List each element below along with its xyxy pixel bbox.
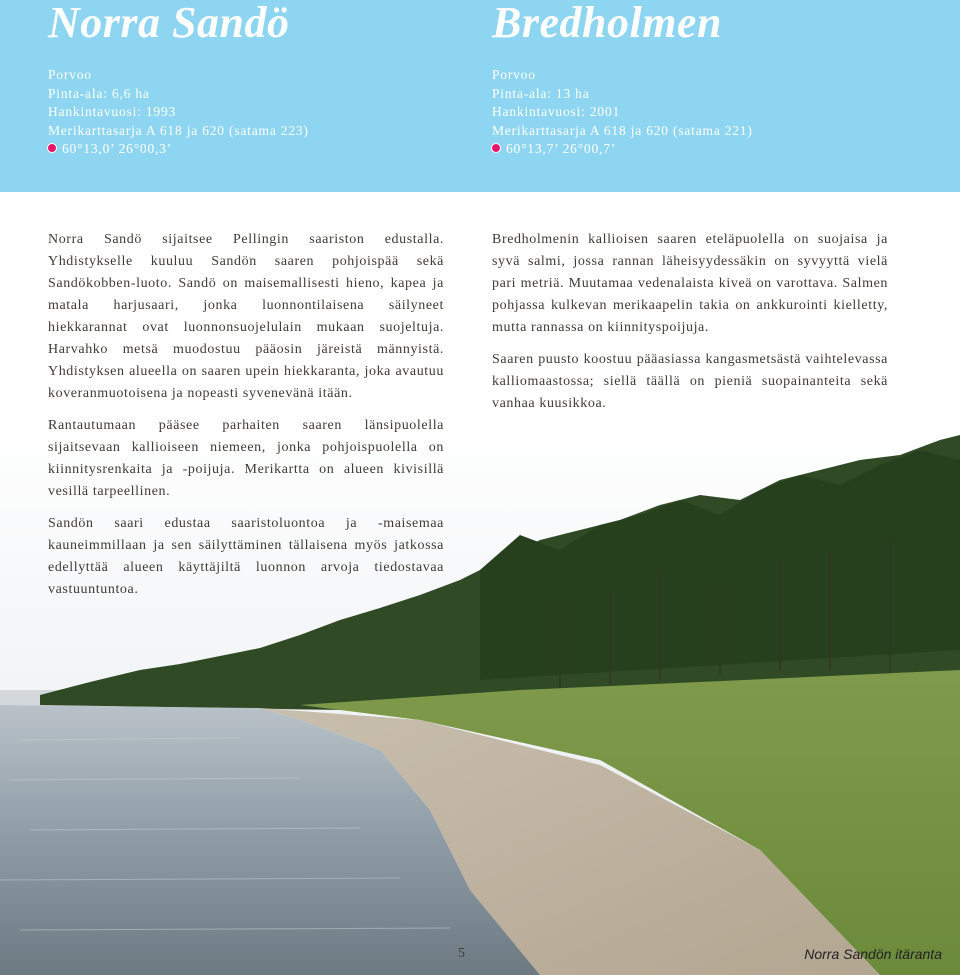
- location-marker-icon: [492, 144, 500, 152]
- island-title: Bredholmen: [492, 0, 722, 47]
- meta-coordinates: [492, 140, 753, 159]
- meta-location: Porvoo: [492, 67, 536, 82]
- paragraph: Bredholmenin kallioisen saaren eteläpuolella on suojaisa ja syvä salmi, jossa rannan läheisyydessäkin on syvyyttä vielä pari metriä. Muutamaa vedenalaista kiveä on varottava. Salmen pohjassa kulkevan merikaapelin takia on ankkurointi kielletty, mutta rannassa on kiinnityspoijuja.: [492, 232, 888, 335]
- meta-area: Pinta-ala: 6,6 ha: [48, 85, 150, 101]
- coordinates-text: 60°13,7’ 26°00,7’: [506, 141, 617, 156]
- meta-chart: Merikarttasarja A 618 ja 620 (satama 221): [492, 122, 753, 138]
- paragraph: Sandön saari edustaa saaristoluontoa ja -maisemaa kauneimmillaan ja sen säilyttäminen tällaisena myös jatkossa edellyttää alueen käyttäjiltä luonnon arvoja tiedostavaa vastuuntuntoa.: [48, 516, 444, 597]
- paragraph: Saaren puusto koostuu pääasiassa kangasmetsästä vaihtelevassa kalliomaastossa; siellä täällä on pieniä suopainanteita sekä vanhaa kuusikkoa.: [492, 352, 888, 411]
- meta-area: Pinta-ala: 13 ha: [492, 85, 590, 101]
- right-header: [492, 0, 753, 159]
- meta-acquired: Hankintavuosi: 2001: [492, 104, 621, 119]
- left-body-text: [48, 229, 444, 611]
- location-marker-icon: [48, 144, 56, 152]
- meta-chart: Merikarttasarja A 618 ja 620 (satama 223): [48, 122, 309, 138]
- photo-caption: Norra Sandön itäranta: [804, 946, 942, 962]
- meta-coordinates: [48, 140, 309, 159]
- paragraph: Rantautumaan pääsee parhaiten saaren länsipuolella sijaitsevaan kallioiseen niemeen, jonka pohjoispuolella on kiinnitysrenkaita ja -poijuja. Merikartta on alueen kivisillä vesillä tarpeellinen.: [48, 418, 444, 499]
- left-header: [48, 0, 309, 159]
- island-title: Norra Sandö: [48, 0, 290, 47]
- paragraph: Norra Sandö sijaitsee Pellingin saariston edustalla. Yhdistykselle kuuluu Sandön saaren pohjoispää sekä Sandökobben-luoto. Sandö on maisemallisesti hieno, kapea ja matala harjusaari, jonka luonnontilaisena säilyneet hiekkarannat ovat luonnonsuojelulain mukaan suojeltuja. Harvahko metsä muodostuu pääosin järeistä männyistä. Yhdistyksen alueella on saaren upein hiekkaranta, joka avautuu koveranmuotoisena ja nopeasti syvenevänä itään.: [48, 232, 444, 401]
- meta-acquired: Hankintavuosi: 1993: [48, 104, 177, 119]
- meta-location: Porvoo: [48, 67, 92, 82]
- right-body-text: [492, 229, 888, 425]
- header-band: [0, 0, 960, 192]
- island-meta: [48, 66, 309, 159]
- island-meta: [492, 66, 753, 159]
- page-number: 5: [458, 946, 465, 961]
- coordinates-text: 60°13,0’ 26°00,3’: [62, 141, 173, 156]
